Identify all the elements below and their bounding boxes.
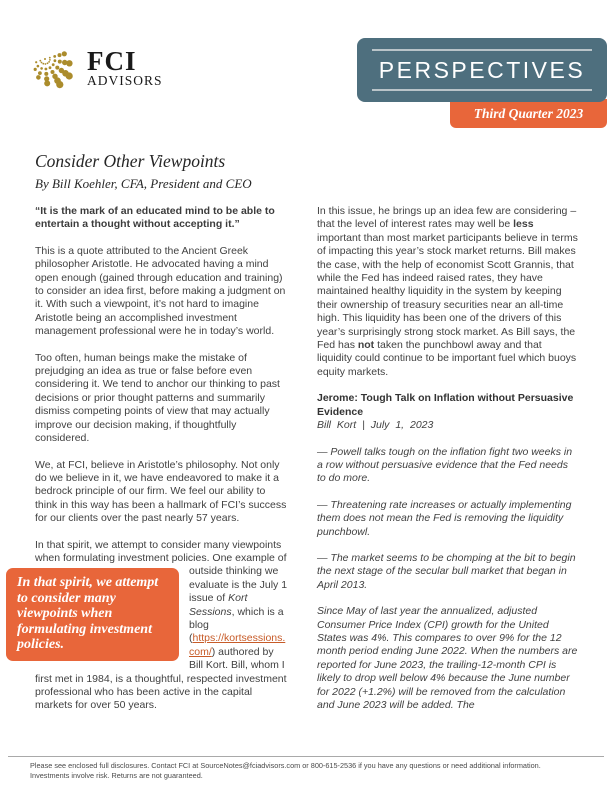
paragraph: Too often, human beings make the mistake of prejudging an idea as true or false before even considering it. We tend to anchor our thinking to past decisions or prior thought patterns and summarily dismiss competing points of view that may actually improve our decision making, if thoughtfully considered. <box>35 351 280 445</box>
perspectives-banner-rules <box>372 49 592 91</box>
paragraph-text: taken the punchbowl away and that liquidity could continue to be important fuel which buoys equity markets. <box>317 339 577 378</box>
article-title: Consider Other Viewpoints <box>35 151 226 171</box>
fci-globe-icon <box>33 47 77 91</box>
section-subheading: Bill Kort | July 1, 2023 <box>317 419 434 432</box>
issue-badge: Third Quarter 2023 <box>450 99 607 128</box>
blog-excerpt: — The market seems to be chomping at the bit to begin the next stage of the secular bull market that began in April 2013. <box>317 551 576 591</box>
section-heading: Jerome: Tough Talk on Inflation without Persuasive Evidence <box>317 392 574 418</box>
footer-line: Please see enclosed full disclosures. Contact FCI at SourceNotes@fciadvisors.com or 800-615-2536 if you have any questions or need additional information. <box>30 761 541 770</box>
bold-word: less <box>513 218 534 231</box>
paragraph-text: of outside thinking we evaluate is the July 1 issue of <box>189 551 288 605</box>
paragraph-with-pullquote <box>17 538 288 713</box>
paragraph-text: ) authored by Bill Kort. Bill, whom I first met in 1984, is a thoughtful, respected investment professional who has been active in the capital markets for over 50 years. <box>35 645 287 712</box>
paragraph: We, at FCI, believe in Aristotle’s philosophy. Not only do we believe in it, we have endeavored to make it a bedrock principle of our firm. We feel our ability to think in this way has been a hallmark of FCI’s success for our clients over the past nearly 57 years. <box>35 458 287 525</box>
paragraph <box>317 205 579 379</box>
blog-excerpt: — Powell talks tough on the inflation fight two weeks in a row without persuasive evidence that the Fed needs to do more. <box>317 445 573 485</box>
logo-wordmark <box>87 46 163 88</box>
paragraph-text: In that spirit, we attempt to consider many viewpoints when formulating investment policies. One example <box>35 538 282 564</box>
blog-title: Kort Sessions <box>189 592 248 618</box>
logo-advisors-text: ADVISORS <box>87 73 163 88</box>
right-column <box>317 205 579 725</box>
blog-excerpt: — Threatening rate increases or actually implementing them does not mean the Fed is removing the liquidity punchbowl. <box>317 498 572 538</box>
left-column <box>17 205 288 726</box>
aristotle-quote: “It is the mark of an educated mind to be able to entertain a thought without accepting it.” <box>35 205 275 231</box>
kortsessions-link[interactable]: https://kortsessions.com/ <box>189 632 286 658</box>
perspectives-title: PERSPECTIVES <box>378 56 586 83</box>
paragraph-text: important than most market participants believe in terms of impacting this year’s stock market returns. Bill makes the case, with the help of economist Scott Grannis, that while the Fed has indeed raised rates, they have maintained healthy liquidity in the system by keeping their ownership of treasury securities near an all-time high. This liquidity has been one of the drivers of this year’s surprisingly strong stock market. As Bill says, the Fed has <box>317 231 578 352</box>
article-byline: By Bill Koehler, CFA, President and CEO <box>35 176 252 191</box>
footer-line: Investments involve risk. Returns are not guaranteed. <box>30 770 203 780</box>
paragraph-text: In this issue, he brings up an idea few are considering – that the level of interest rates may well be <box>317 205 577 231</box>
logo-fci-text: FCI <box>87 46 137 76</box>
paragraph: This is a quote attributed to the Ancient Greek philosopher Aristotle. He advocated having a mind open enough (gained through education and training) to consider an idea first, before making a judgment on it. With such a viewpoint, it’s not hard to imagine Aristotle being an accomplished investment management professional were he in today’s world. <box>35 244 286 338</box>
perspectives-banner <box>357 38 607 102</box>
pull-quote-box: In that spirit, we attempt to consider many viewpoints when formulating investment policies. <box>6 568 179 661</box>
bold-word: not <box>357 339 375 352</box>
footer-divider <box>8 756 604 757</box>
paragraph-text: , which is a blog ( <box>189 605 284 645</box>
footer-disclosure <box>30 761 600 781</box>
fci-logo <box>33 47 163 91</box>
blog-excerpt: Since May of last year the annualized, adjusted Consumer Price Index (CPI) growth for the United States was 4%. This compares to over 9% for the 12 month period ending June 2022. When the numbers are reported for June 2023, the trailing-12-month CPI is likely to drop well below 4% because the June number for 2022 (+1.2%) will be removed from the calculation and June 2023 will be added. The <box>317 605 578 711</box>
